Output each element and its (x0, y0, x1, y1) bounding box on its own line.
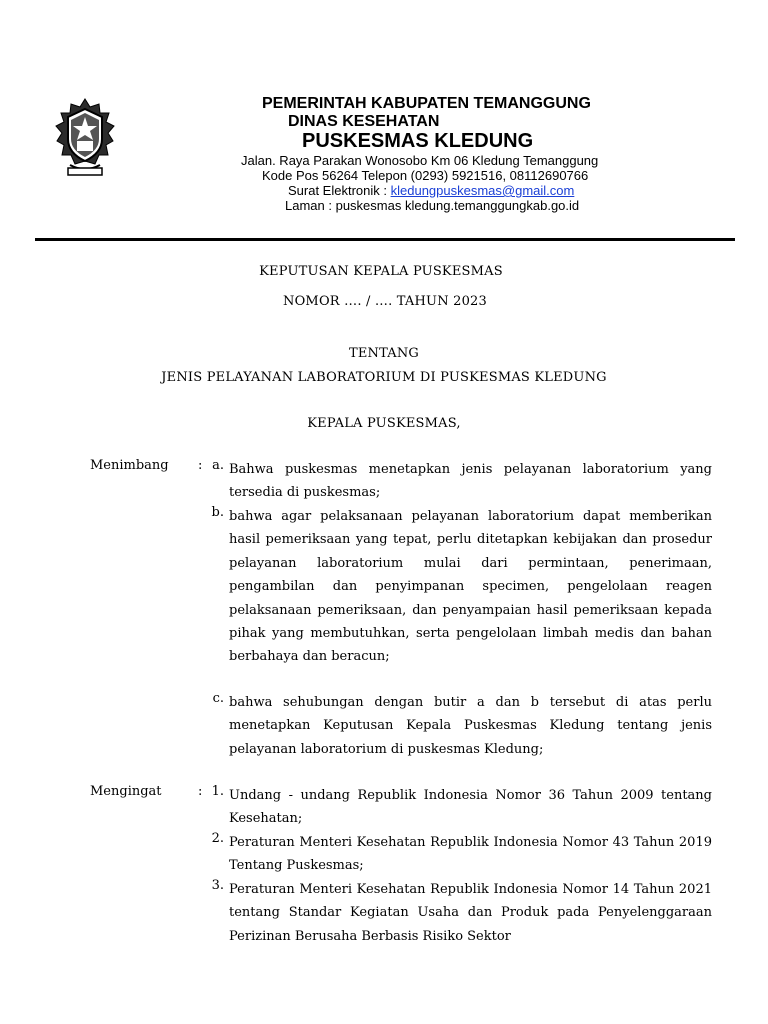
about-label: TENTANG (348, 346, 420, 361)
official-title: KEPALA PUSKESMAS, (307, 416, 461, 431)
government-name: PEMERINTAH KABUPATEN TEMANGGUNG (262, 95, 591, 112)
item-marker: 3. (211, 878, 224, 893)
health-center-name: PUSKESMAS KLEDUNG (302, 130, 534, 152)
menimbang-colon: : (198, 458, 203, 473)
item-text: bahwa sehubungan dengan butir a dan b tersebut di atas perlu menetapkan Keputusan Kepala Puskesmas Kledung tentang jenis pelayanan laboratorium di puskesmas Kledung; (229, 695, 712, 757)
decision-title: KEPUTUSAN KEPALA PUSKESMAS (259, 264, 503, 279)
email-line (288, 183, 574, 198)
mengingat-colon: : (198, 784, 203, 799)
website-line: Laman : puskesmas kledung.temanggungkab.go.id (285, 198, 580, 213)
item-text: Undang - undang Republik Indonesia Nomor 36 Tahun 2009 tentang Kesehatan; (229, 788, 712, 827)
item-marker: b. (211, 505, 224, 520)
item-text: Bahwa puskesmas menetapkan jenis pelayanan laboratorium yang tersedia di puskesmas; (229, 462, 712, 501)
item-text: Peraturan Menteri Kesehatan Republik Indonesia Nomor 14 Tahun 2021 tentang Standar Kegiatan Usaha dan Produk pada Penyelenggaraan Perizinan Berusaha Berbasis Risiko Sektor (229, 882, 712, 944)
item-text: Peraturan Menteri Kesehatan Republik Indonesia Nomor 43 Tahun 2019 Tentang Puskesmas; (229, 835, 712, 874)
menimbang-label: Menimbang (90, 458, 169, 473)
item-marker: c. (212, 691, 224, 706)
decision-number: NOMOR …. / …. TAHUN 2023 (283, 294, 487, 309)
mengingat-label: Mengingat (90, 784, 162, 799)
decision-subject: JENIS PELAYANAN LABORATORIUM DI PUSKESMAS KLEDUNG (161, 370, 607, 385)
department-name: DINAS KESEHATAN (288, 113, 440, 130)
postal-phone-line: Kode Pos 56264 Telepon (0293) 5921516, 08112690766 (262, 168, 589, 183)
email-link[interactable]: kledungpuskesmas@gmail.com (390, 183, 575, 198)
item-marker: a. (212, 458, 224, 473)
item-text: bahwa agar pelaksanaan pelayanan laboratorium dapat memberikan hasil pemeriksaan yang tepat, perlu ditetapkan kebijakan dan prosedur pelayanan laboratorium mulai dari permintaan, penerimaan, pengambilan dan penyimpanan specimen, pengelolaan reagen pelaksanaan pemeriksaan, dan penyampaian hasil pemeriksaan kepada pihak yang membutuhkan, serta pengelolaan limbah medis dan bahan berbahaya dan beracun; (229, 509, 712, 665)
address-line: Jalan. Raya Parakan Wonosobo Km 06 Kledung Temanggung (241, 153, 599, 168)
item-marker: 2. (211, 831, 224, 846)
item-marker: 1. (211, 784, 224, 799)
email-label: Surat Elektronik : (288, 183, 391, 198)
regency-emblem-icon (50, 95, 120, 185)
letterhead-divider (35, 238, 735, 241)
